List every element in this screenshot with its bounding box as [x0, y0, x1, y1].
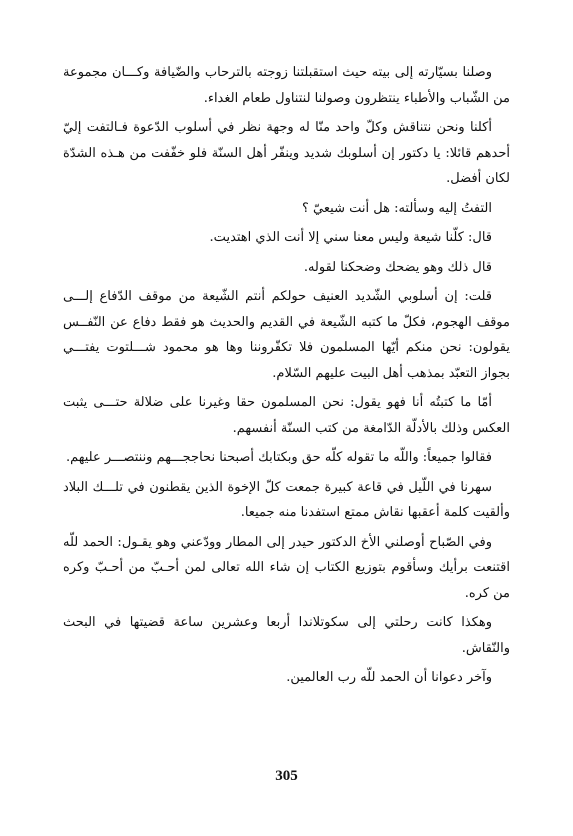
paragraph-9: سهرنا في اللّيل في قاعة كبيرة جمعت كلّ الإخوة الذين يقطنون في تلـــك البلاد وألقيت كلمة أعقبها نقاش ممتع استفدنا منه جميعا. — [63, 479, 510, 520]
paragraph-5: قال ذلك وهو يضحك وضحكنا لقوله. — [303, 259, 492, 275]
paragraph-2: أكلنا ونحن نتناقش وكلّ واحد منّا له وجهة نظر في أسلوب الدّعوة فـالتفت إليّ أحدهم قائلا: يا دكتور إن أسلوبك شديد وينفّر أهل السنّة فلو خفّفت من هـذه الشدّة لكان أفضل. — [63, 120, 510, 186]
paragraph-7: أمّا ما كتبتُه أنا فهو يقول: نحن المسلمون حقا وغيرنا على ضلالة حتـــى يثبت العكس وذلك بالأدلّة الدّامغة من كتب السنّة أنفسهم. — [63, 395, 510, 436]
paragraph-11: وهكذا كانت رحلتي إلى سكوتلاندا أربعا وعشرين ساعة قضيتها في البحث والنّقاش. — [63, 615, 510, 656]
paragraph-10: وفي الصّباح أوصلني الأخ الدكتور حيدر إلى المطار وودّعني وهو يقـول: الحمد للّه اقتنعت برأيك وسأقوم بتوزيع الكتاب إن شاء الله تعالى لمن أحـبّ من أحـبّ وكره من كره. — [63, 534, 510, 601]
paragraph-1: وصلنا بسيّارته إلى بيته حيث استقبلتنا زوجته بالترحاب والضّيافة وكـــان مجموعة من الشّباب والأطباء ينتظرون وصولنا لنتناول طعام الغداء. — [63, 65, 510, 106]
paragraph-8: فقالوا جميعاً: واللّه ما تقوله كلّه حق وبكتابك أصبحنا نحاججـــهم وننتصـــر عليهم. — [65, 450, 492, 465]
page-number: 305 — [275, 768, 298, 784]
paragraph-4: قال: كلّنا شيعة وليس معنا سني إلا أنت الذي اهتديت. — [209, 230, 492, 245]
paragraph-3: التفتُ إليه وسألته: هل أنت شيعيّ ؟ — [302, 200, 492, 216]
page-body — [63, 60, 510, 695]
paragraph-6: قلت: إن أسلوبي الشّديد العنيف حولكم أنتم الشّيعة من موقف الدّفاع إلـــى موقف الهجوم، فكلّ ما كتبه الشّيعة في القديم والحديث هو فقط دفاع عن النّفــس يقولون: نحن منكم أيّها المسلمون فلا تكفّروننا وها هو محمود شـــلتوت يفتـــي بجواز التعبّد بمذهب أهل البيت عليهم السّلام. — [63, 289, 510, 381]
paragraph-12: وآخر دعوانا أن الحمد للّه رب العالمين. — [286, 670, 492, 685]
